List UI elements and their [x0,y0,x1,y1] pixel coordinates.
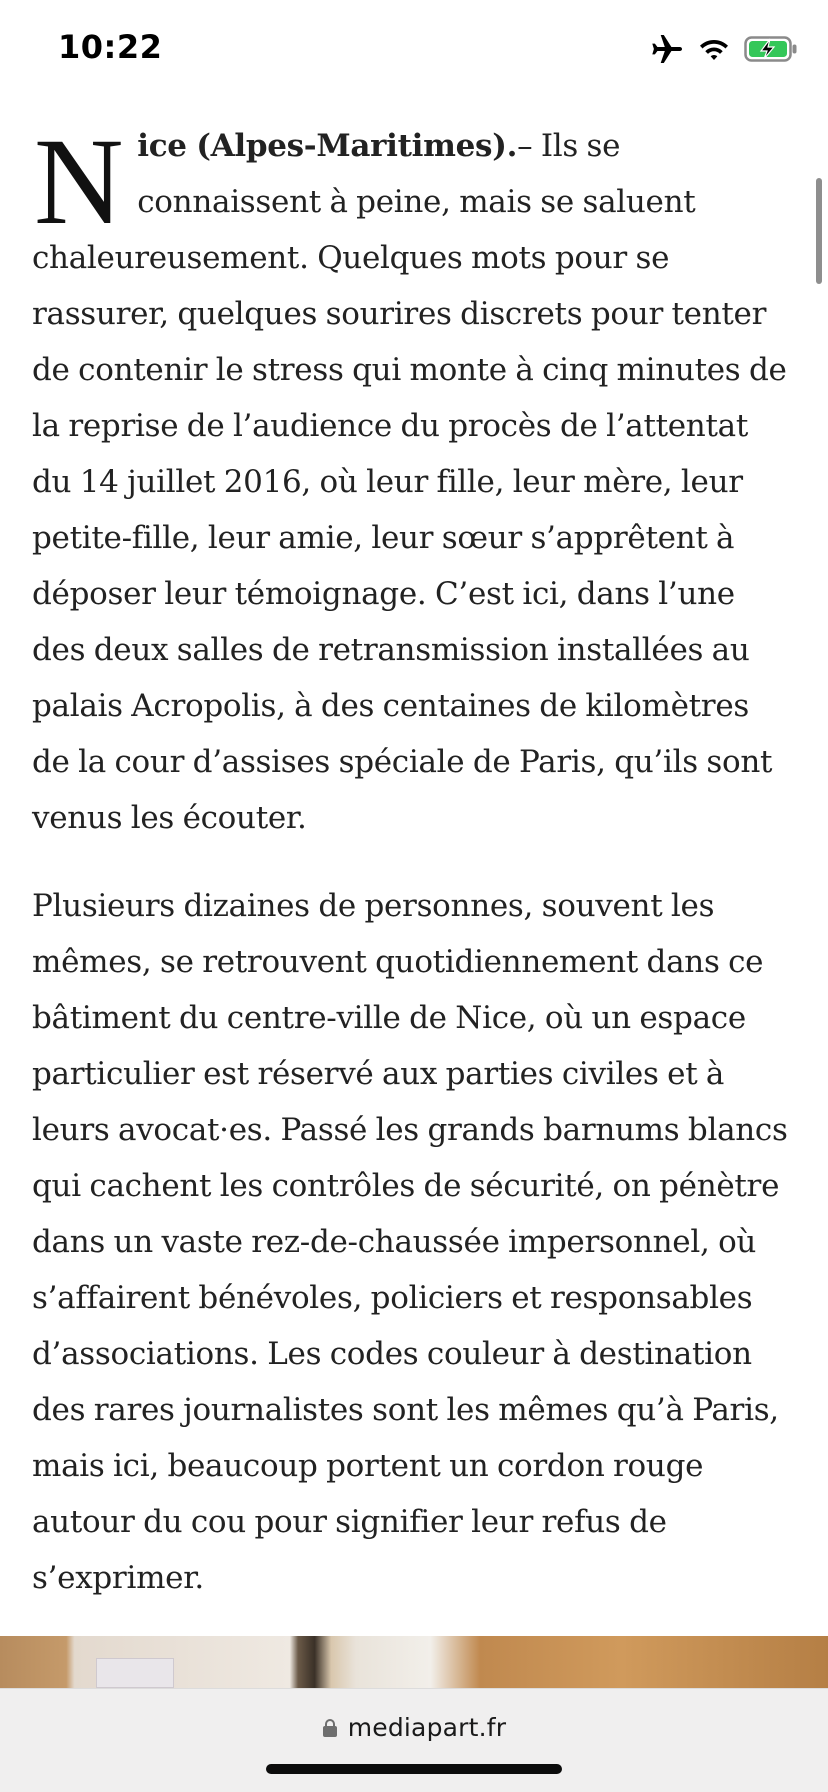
dropcap-letter: N [34,113,124,250]
paragraph-1 [32,113,794,846]
airplane-icon [650,34,684,64]
browser-bar [0,1688,828,1792]
lock-icon [322,1718,338,1738]
dateline: ice (Alpes-Maritimes). [137,128,518,164]
status-bar [0,0,828,100]
status-icons [650,34,798,64]
battery-charging-icon [744,36,798,62]
url-text: mediapart.fr [347,1713,507,1742]
address-bar[interactable] [0,1713,828,1742]
photo-sign [96,1658,174,1688]
status-time: 10:22 [58,28,163,66]
article-body [32,113,794,1638]
home-indicator[interactable] [266,1764,562,1774]
wifi-icon [698,36,730,62]
paragraph-1-text: – Ils se connaissent à peine, mais se saluent chaleureusement. Quelques mots pour se rassurer, quelques sourires discrets pour tenter de contenir le stress qui monte à cinq minutes de la reprise de l’audience du procès de l’attentat du 14 juillet 2016, où leur fille, leur mère, leur petite-fille, leur amie, leur sœur s’apprêtent à déposer leur témoignage. C’est ici, dans l’une des deux salles de retransmission installées au palais Acropolis, à des centaines de kilomètres de la cour d’assises spéciale de Paris, qu’ils sont venus les écouter. [32,128,787,836]
scrollbar[interactable] [816,178,822,284]
paragraph-2: Plusieurs dizaines de personnes, souvent les mêmes, se retrouvent quotidiennement dans ce bâtiment du centre-ville de Nice, où un espace particulier est réservé aux parties civiles et à leurs avocat·es. Passé les grands barnums blancs qui cachent les contrôles de sécurité, on pénètre dans un vaste rez-de-chaussée impersonnel, où s’affairent bénévoles, policiers et responsables d’associations. Les codes couleur à destination des rares journalistes sont les mêmes qu’à Paris, mais ici, beaucoup portent un cordon rouge autour du cou pour signifier leur refus de s’exprimer. [32,888,788,1596]
